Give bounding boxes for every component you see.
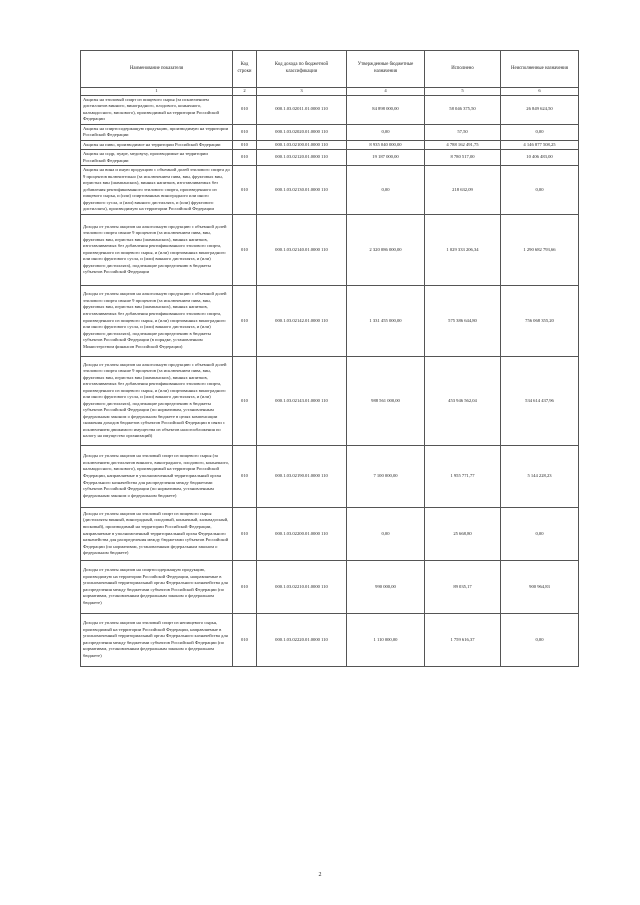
row-approved: 2 320 086 000,00 bbox=[347, 214, 425, 285]
row-line-code: 010 bbox=[233, 214, 257, 285]
row-kbk: 000.1.03.02011.01.0000 110 bbox=[257, 95, 347, 124]
row-line-code: 010 bbox=[233, 124, 257, 140]
table-row bbox=[81, 214, 579, 285]
table-row bbox=[81, 150, 579, 166]
row-name: Доходы от уплаты акцизов на алкогольную продукцию с объемной долей этилового спирта свыше 9 процентов (за исключением пива, вин, фруктовых вин, игристых вин (шампанских), винных напитков, изготавливаемых без добавления ректификованного этилового спирта, произведенного из пищевого сырья, и (или) спиртованных виноградного или иного фруктового сусла, и (или) винного дистиллята, и (или) фруктового дистиллята), подлежащие распределению в бюджеты субъектов Российской Федерации (в порядке, установленном Министерством финансов Российской Федерации) bbox=[81, 285, 233, 356]
row-unexecuted: 0,00 bbox=[501, 166, 579, 215]
row-name: Акцизы на вина и иную продукцию с объемной долей этилового спирта до 9 процентов включительно (за исключением пива, вин, фруктовых вин, игристых вин (шампанских), винных напитков, изготавливаемых без добавления ректификованного этилового спирта, произведенного из пищевого сырья, и (или) спиртованных виноградного или иного фруктового сусла, и (или) винного дистиллята, и (или) фруктового дистиллята), производимую на территории Российской Федерации bbox=[81, 166, 233, 215]
header-approved: Утвержденные бюджетные назначения bbox=[347, 51, 425, 88]
row-line-code: 010 bbox=[233, 445, 257, 507]
row-approved: 990 000,00 bbox=[347, 560, 425, 613]
row-kbk: 000.1.03.02190.01.0000 110 bbox=[257, 445, 347, 507]
row-line-code: 010 bbox=[233, 560, 257, 613]
header-line-code: Код строки bbox=[233, 51, 257, 88]
row-kbk: 000.1.03.02220.01.0000 110 bbox=[257, 613, 347, 666]
row-approved: 8 935 040 000,00 bbox=[347, 140, 425, 150]
row-approved: 0,00 bbox=[347, 166, 425, 215]
table-row bbox=[81, 95, 579, 124]
row-line-code: 010 bbox=[233, 166, 257, 215]
row-approved: 84 898 000,00 bbox=[347, 95, 425, 124]
revenue-table bbox=[80, 50, 579, 667]
table-row bbox=[81, 560, 579, 613]
row-kbk: 000.1.03.02210.01.0000 110 bbox=[257, 560, 347, 613]
row-line-code: 010 bbox=[233, 150, 257, 166]
row-name: Акцизы на спиртосодержащую продукцию, производимую на территории Российской Федерации bbox=[81, 124, 233, 140]
row-name: Доходы от уплаты акцизов на спиртосодержащую продукцию, производимую на территории Российской Федерации, направляемые в уполномоченный территориальный орган Федерального казначейства для распределения между бюджетами субъектов Российской Федерации (по нормативам, установленным федеральным законом о федеральном бюджете) bbox=[81, 560, 233, 613]
row-executed: 89 035,17 bbox=[425, 560, 501, 613]
row-approved: 19 187 000,00 bbox=[347, 150, 425, 166]
row-name: Доходы от уплаты акцизов на алкогольную продукцию с объемной долей этилового спирта свыше 9 процентов (за исключением пива, вин, фруктовых вин, игристых вин (шампанских), винных напитков, изготавливаемых без добавления ректификованного этилового спирта, произведенного из пищевого сырья, и (или) спиртованных виноградного или иного фруктового сусла, и (или) винного дистиллята, и (или) фруктового дистиллята), подлежащие распределению в бюджеты субъектов Российской Федерации bbox=[81, 214, 233, 285]
row-executed: 575 386 644,80 bbox=[425, 285, 501, 356]
table-row bbox=[81, 613, 579, 666]
row-kbk: 000.1.03.02100.01.0000 110 bbox=[257, 140, 347, 150]
row-unexecuted: 0,00 bbox=[501, 507, 579, 560]
row-executed: 25 668,80 bbox=[425, 507, 501, 560]
header-name: Наименование показателя bbox=[81, 51, 233, 88]
header-executed: Исполнено bbox=[425, 51, 501, 88]
row-line-code: 010 bbox=[233, 613, 257, 666]
row-line-code: 010 bbox=[233, 356, 257, 445]
row-unexecuted: 534 614 437,96 bbox=[501, 356, 579, 445]
table-row bbox=[81, 507, 579, 560]
column-number-row bbox=[81, 88, 579, 96]
row-executed: 58 046 375,50 bbox=[425, 95, 501, 124]
row-executed: 453 946 562,04 bbox=[425, 356, 501, 445]
row-name: Акцизы на этиловый спирт из пищевого сырья (за исключением дистиллятов винного, виноградного, плодового, коньячного, кальвадосного, вискового), производимый на территории Российской Федерации bbox=[81, 95, 233, 124]
row-name: Акцизы на сидр, пуаре, медовуху, производимые на территории Российской Федерации bbox=[81, 150, 233, 166]
row-kbk: 000.1.03.02140.01.0000 110 bbox=[257, 214, 347, 285]
row-approved: 1 331 455 000,00 bbox=[347, 285, 425, 356]
row-kbk: 000.1.03.02120.01.0000 110 bbox=[257, 150, 347, 166]
column-number: 2 bbox=[233, 88, 257, 96]
row-unexecuted: 900 964,83 bbox=[501, 560, 579, 613]
row-line-code: 010 bbox=[233, 285, 257, 356]
row-executed: 1 029 333 206,34 bbox=[425, 214, 501, 285]
row-executed: 4 788 162 491,75 bbox=[425, 140, 501, 150]
row-approved: 7 100 000,00 bbox=[347, 445, 425, 507]
row-unexecuted: 0,00 bbox=[501, 124, 579, 140]
row-kbk: 000.1.03.02020.01.0000 110 bbox=[257, 124, 347, 140]
row-approved: 1 110 000,00 bbox=[347, 613, 425, 666]
row-unexecuted: 26 849 624,50 bbox=[501, 95, 579, 124]
row-unexecuted: 1 290 682 793,66 bbox=[501, 214, 579, 285]
table-row bbox=[81, 285, 579, 356]
row-executed: 218 632,09 bbox=[425, 166, 501, 215]
row-unexecuted: 0,00 bbox=[501, 613, 579, 666]
row-kbk: 000.1.03.02130.01.0000 110 bbox=[257, 166, 347, 215]
row-kbk: 000.1.03.02200.01.0000 110 bbox=[257, 507, 347, 560]
column-number: 4 bbox=[347, 88, 425, 96]
row-line-code: 010 bbox=[233, 95, 257, 124]
header-row bbox=[81, 51, 579, 88]
row-name: Доходы от уплаты акцизов на алкогольную продукцию с объемной долей этилового спирта свыше 9 процентов (за исключением пива, вин, фруктовых вин, игристых вин (шампанских), винных напитков, изготавливаемых без добавления ректификованного этилового спирта, произведенного из пищевого сырья, и (или) спиртованных виноградного или иного фруктового сусла, и (или) винного дистиллята, и (или) фруктового дистиллята), подлежащие распределению в бюджеты субъектов Российской Федерации (по нормативам, установленным федеральным законом о федеральном бюджете в целях компенсации снижения доходов бюджетов субъектов Российской Федерации в связи с исключением движимого имущества из объектов налогообложения по налогу на имущество организаций) bbox=[81, 356, 233, 445]
table-row bbox=[81, 445, 579, 507]
row-executed: 1 759 616,37 bbox=[425, 613, 501, 666]
row-name: Доходы от уплаты акцизов на этиловый спирт из пищевого сырья (за исключением дистиллятов винного, виноградного, плодового, коньячного, кальвадосного, вискового), производимый на территории Российской Федерации, направляемые в уполномоченный территориальный орган Федерального казначейства для распределения между бюджетами субъектов Российской Федерации (по нормативам, установленным федеральным законом о федеральном бюджете) bbox=[81, 445, 233, 507]
row-unexecuted: 10 406 483,00 bbox=[501, 150, 579, 166]
table-row bbox=[81, 124, 579, 140]
column-number: 6 bbox=[501, 88, 579, 96]
row-approved: 988 561 000,00 bbox=[347, 356, 425, 445]
row-name: Доходы от уплаты акцизов на этиловый спирт из непищевого сырья, производимый на территории Российской Федерации, направляемые в уполномоченный территориальный орган Федерального казначейства для распределения между бюджетами субъектов Российской Федерации (по нормативам, установленным федеральным законом о федеральном бюджете) bbox=[81, 613, 233, 666]
row-executed: 1 955 771,77 bbox=[425, 445, 501, 507]
row-approved: 0,00 bbox=[347, 124, 425, 140]
row-unexecuted: 4 146 877 508,25 bbox=[501, 140, 579, 150]
header-unexecuted: Неисполненные назначения bbox=[501, 51, 579, 88]
row-name: Акцизы на пиво, производимое на территории Российской Федерации bbox=[81, 140, 233, 150]
table-row bbox=[81, 166, 579, 215]
column-number: 5 bbox=[425, 88, 501, 96]
row-executed: 57,50 bbox=[425, 124, 501, 140]
row-approved: 0,00 bbox=[347, 507, 425, 560]
row-line-code: 010 bbox=[233, 507, 257, 560]
row-executed: 8 780 517,00 bbox=[425, 150, 501, 166]
column-number: 1 bbox=[81, 88, 233, 96]
header-kbk: Код дохода по бюджетной классификации bbox=[257, 51, 347, 88]
page-number: 2 bbox=[318, 872, 322, 878]
row-kbk: 000.1.03.02143.01.0000 110 bbox=[257, 356, 347, 445]
document-page bbox=[80, 50, 578, 667]
row-unexecuted: 5 144 228,23 bbox=[501, 445, 579, 507]
table-row bbox=[81, 140, 579, 150]
column-number: 3 bbox=[257, 88, 347, 96]
row-name: Доходы от уплаты акцизов на этиловый спирт из пищевого сырья (дистилляты винный, виноградный, плодовый, коньячный, кальвадосный, висковый), производимый на территории Российской Федерации, направляемые в уполномоченный территориальный орган Федерального казначейства для распределения между бюджетами субъектов Российской Федерации (по нормативам, установленным федеральным законом о федеральном бюджете) bbox=[81, 507, 233, 560]
row-kbk: 000.1.03.02142.01.0000 110 bbox=[257, 285, 347, 356]
row-line-code: 010 bbox=[233, 140, 257, 150]
table-row bbox=[81, 356, 579, 445]
row-unexecuted: 756 068 355,20 bbox=[501, 285, 579, 356]
